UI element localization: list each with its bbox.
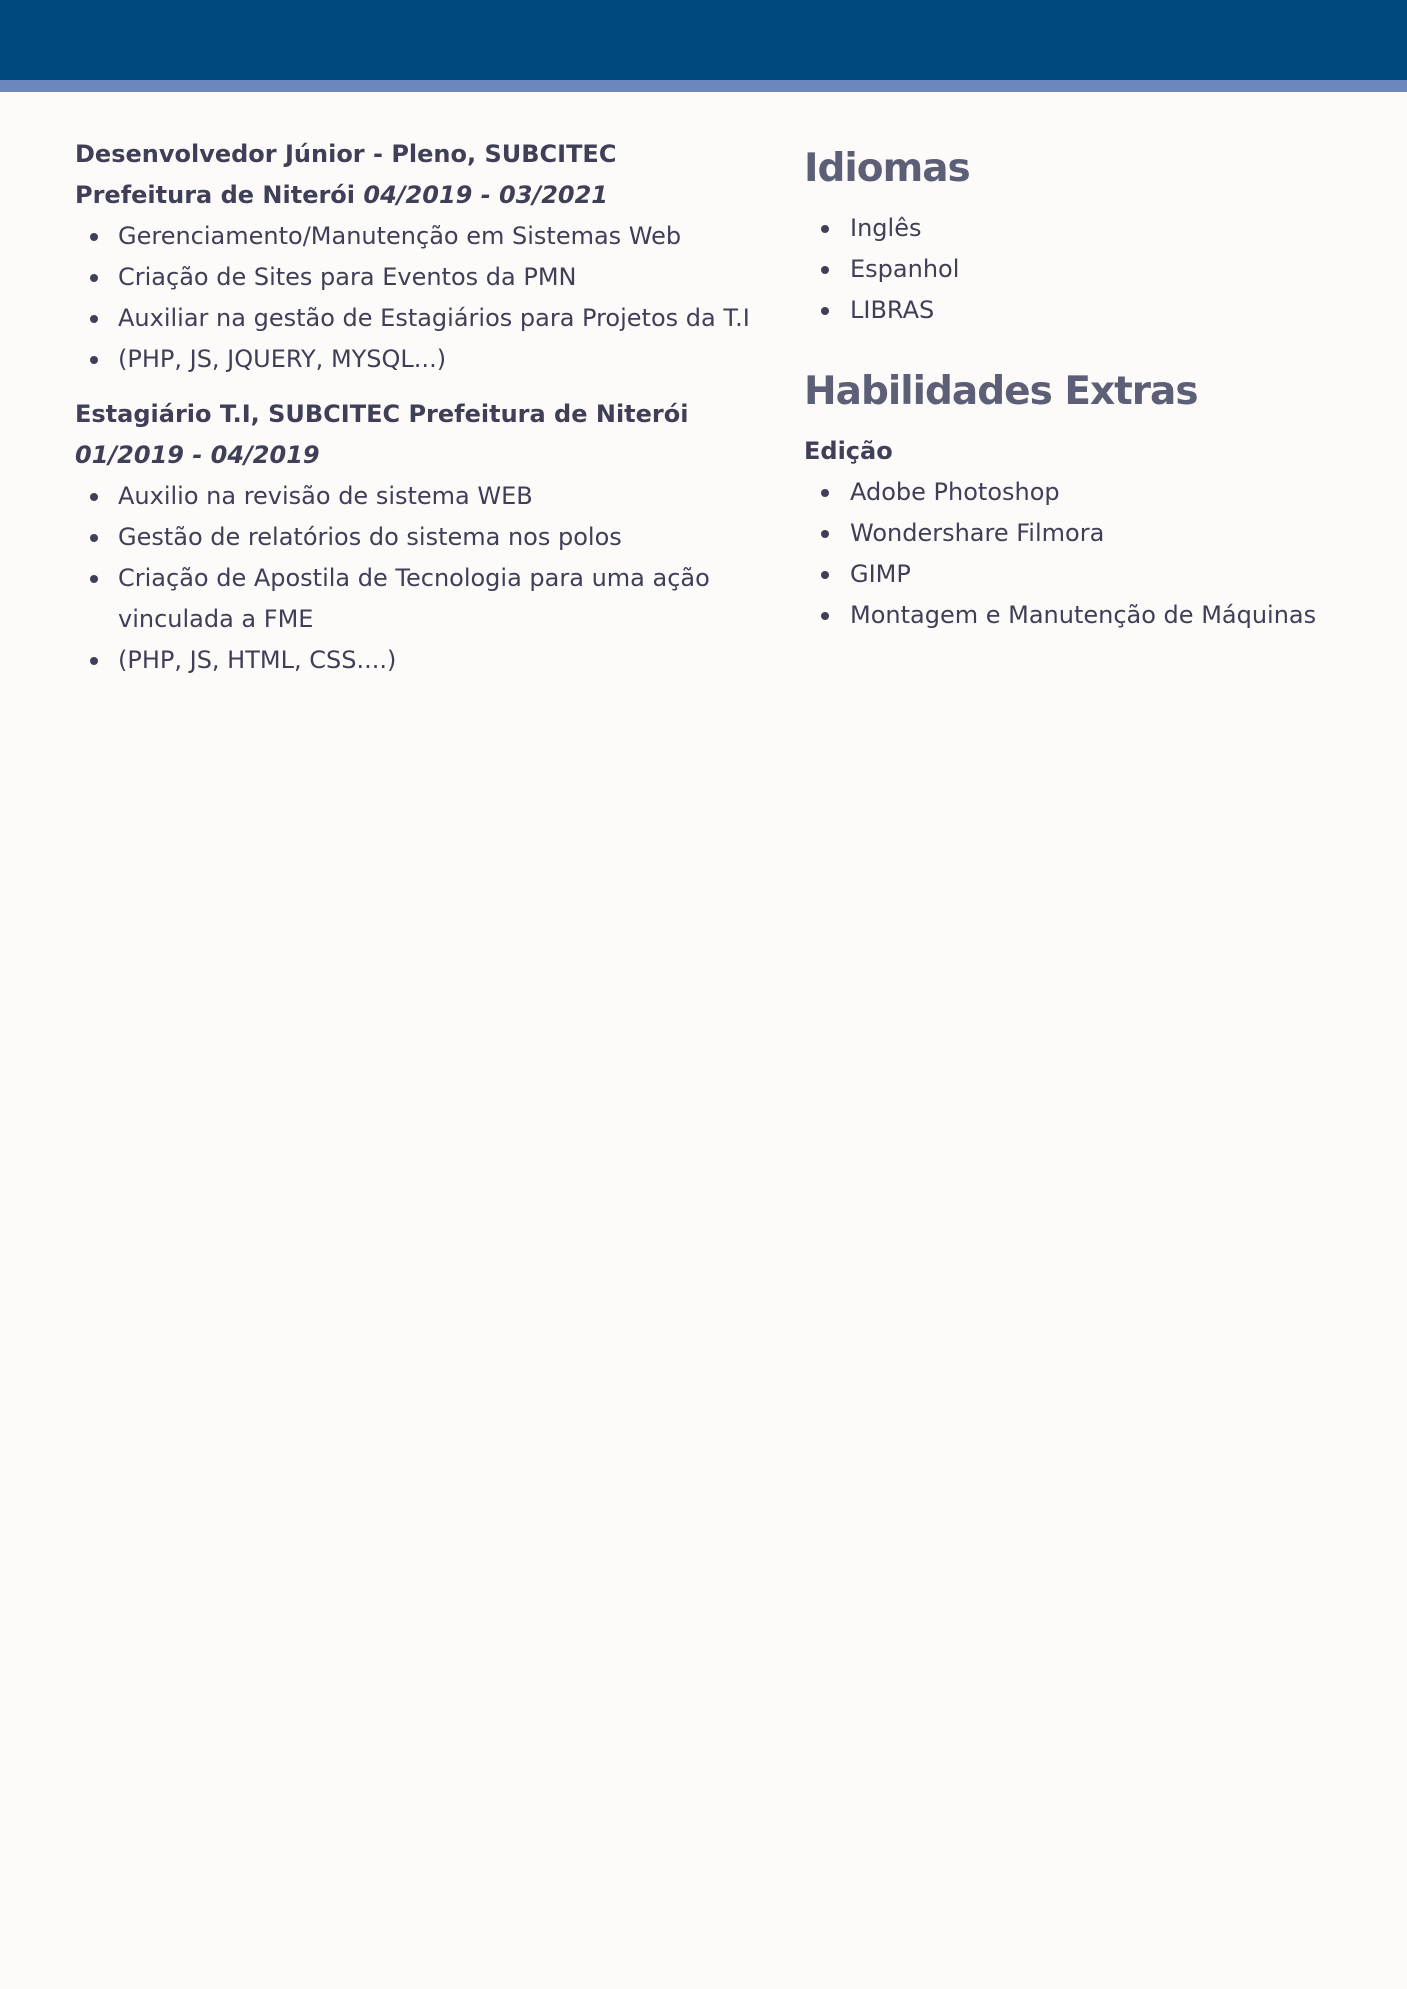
languages-section: [804, 134, 1364, 331]
list-item: Gerenciamento/Manutenção em Sistemas Web: [75, 216, 755, 257]
job-title: Desenvolvedor Júnior - Pleno, SUBCITEC Prefeitura de Niterói: [75, 140, 617, 209]
skills-subheading: Edição: [804, 437, 893, 465]
header-stripe: [0, 80, 1407, 92]
job-entry: [75, 134, 755, 380]
list-item: Inglês: [804, 208, 1364, 249]
list-item: Adobe Photoshop: [804, 472, 1364, 513]
list-item: (PHP, JS, HTML, CSS....): [75, 640, 755, 681]
extra-skills-section: [804, 357, 1364, 636]
job-title-line: [75, 134, 755, 216]
job-responsibilities: [75, 216, 755, 380]
list-item: Montagem e Manutenção de Máquinas: [804, 595, 1364, 636]
list-item: Gestão de relatórios do sistema nos polos: [75, 517, 755, 558]
list-item: Auxilio na revisão de sistema WEB: [75, 476, 755, 517]
list-item: GIMP: [804, 554, 1364, 595]
skills-list: [804, 472, 1364, 636]
job-period: 01/2019 - 04/2019: [75, 441, 320, 469]
job-responsibilities: [75, 476, 755, 681]
job-title-line: [75, 394, 755, 476]
header-bar: [0, 0, 1407, 80]
experience-column: [75, 134, 755, 681]
list-item: Wondershare Filmora: [804, 513, 1364, 554]
list-item: LIBRAS: [804, 290, 1364, 331]
job-period: 04/2019 - 03/2021: [363, 181, 608, 209]
list-item: Auxiliar na gestão de Estagiários para Projetos da T.I: [75, 298, 755, 339]
job-entry: [75, 394, 755, 681]
list-item: Espanhol: [804, 249, 1364, 290]
languages-list: [804, 208, 1364, 331]
sidebar-column: [804, 134, 1364, 636]
section-heading: Idiomas: [804, 146, 970, 191]
list-item: (PHP, JS, JQUERY, MYSQL...): [75, 339, 755, 380]
section-heading: Habilidades Extras: [804, 369, 1198, 414]
list-item: Criação de Apostila de Tecnologia para uma ação vinculada a FME: [75, 558, 755, 640]
job-title: Estagiário T.I, SUBCITEC Prefeitura de Niterói: [75, 400, 689, 428]
list-item: Criação de Sites para Eventos da PMN: [75, 257, 755, 298]
